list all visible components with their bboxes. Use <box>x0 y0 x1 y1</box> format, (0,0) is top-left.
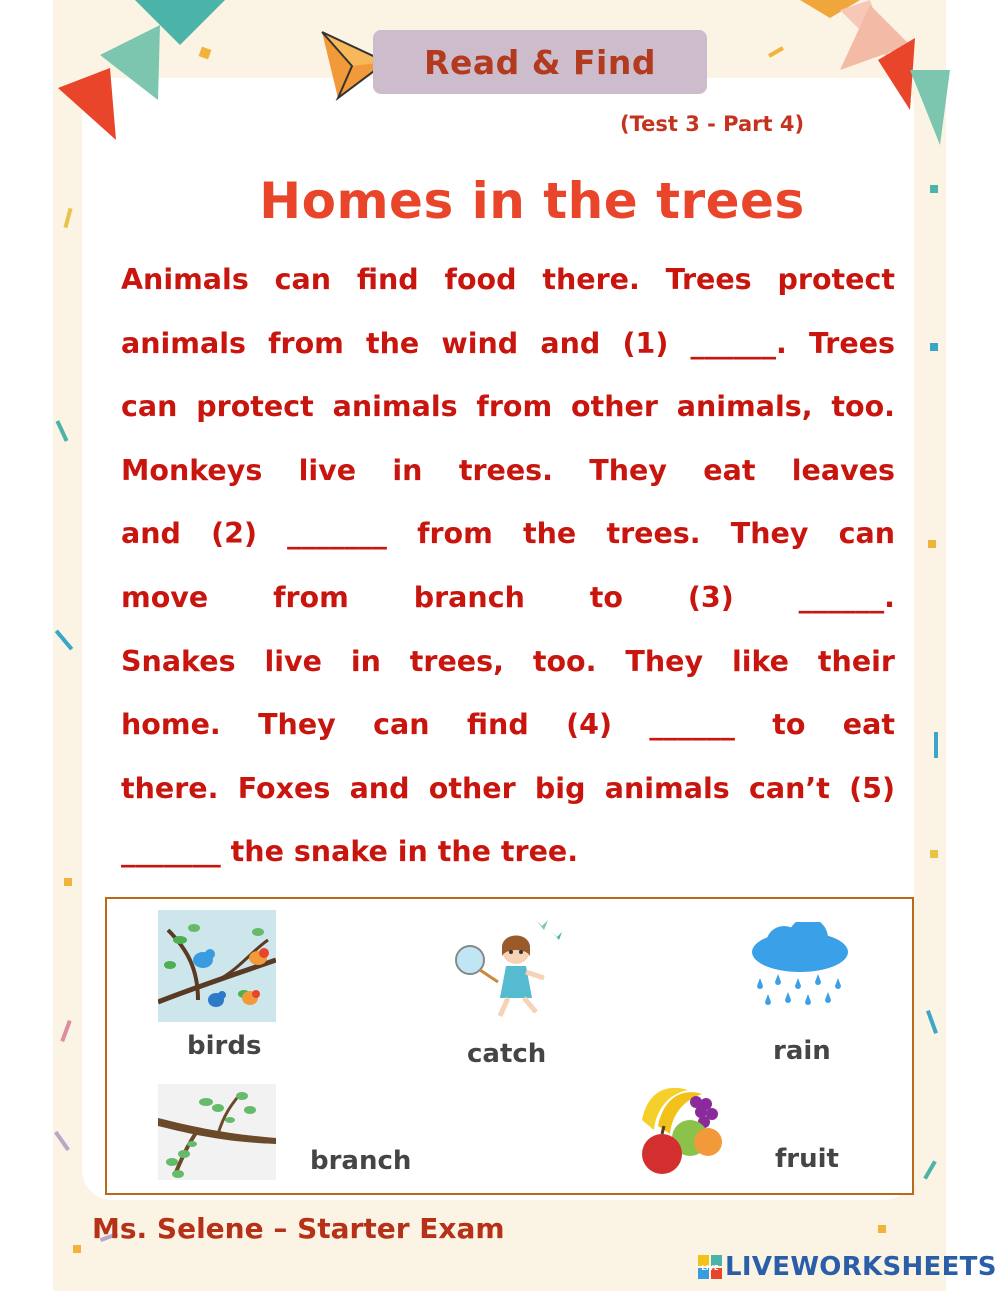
liveworksheets-logo-mark: LIVE <box>701 1264 719 1272</box>
header-badge: Read & Find <box>373 30 707 94</box>
reading-passage <box>121 248 895 884</box>
passage-line: home. They can find (4) ______ to eat <box>121 708 895 742</box>
word-rain: rain <box>773 1036 831 1066</box>
liveworksheets-logo-icon <box>697 1254 723 1280</box>
bunting-flags-right <box>800 0 1000 160</box>
girl-catching-butterflies-picture <box>452 912 572 1022</box>
fruit-picture <box>628 1080 724 1180</box>
word-fruit: fruit <box>775 1144 839 1174</box>
tree-branch-picture <box>158 1084 276 1180</box>
rain-cloud-picture <box>748 922 852 1012</box>
word-catch: catch <box>467 1039 547 1069</box>
passage-line: _______ the snake in the tree. <box>121 835 579 869</box>
bunting-flags-left <box>40 0 280 170</box>
passage-line: can protect animals from other animals, too. <box>121 390 895 424</box>
birds-picture <box>158 910 276 1022</box>
page-title: Homes in the trees <box>259 172 805 230</box>
passage-line: Animals can find food there. Trees protect <box>121 263 895 296</box>
passage-line: Snakes live in trees, too. They like their <box>121 644 895 678</box>
test-subtitle: (Test 3 - Part 4) <box>620 112 805 136</box>
word-branch: branch <box>310 1146 412 1176</box>
passage-line: Monkeys live in trees. They eat leaves <box>121 453 895 487</box>
liveworksheets-logo <box>697 1252 997 1282</box>
word-birds: birds <box>187 1031 262 1061</box>
passage-line: and (2) _______ from the trees. They can <box>121 517 895 551</box>
liveworksheets-logo-text: LIVEWORKSHEETS <box>725 1252 997 1282</box>
passage-line: animals from the wind and (1) ______. Trees <box>121 326 895 360</box>
passage-line: move from branch to (3) ______. <box>121 580 895 614</box>
passage-line: there. Foxes and other big animals can’t (5) <box>121 771 895 805</box>
footer-author: Ms. Selene – Starter Exam <box>92 1212 505 1245</box>
